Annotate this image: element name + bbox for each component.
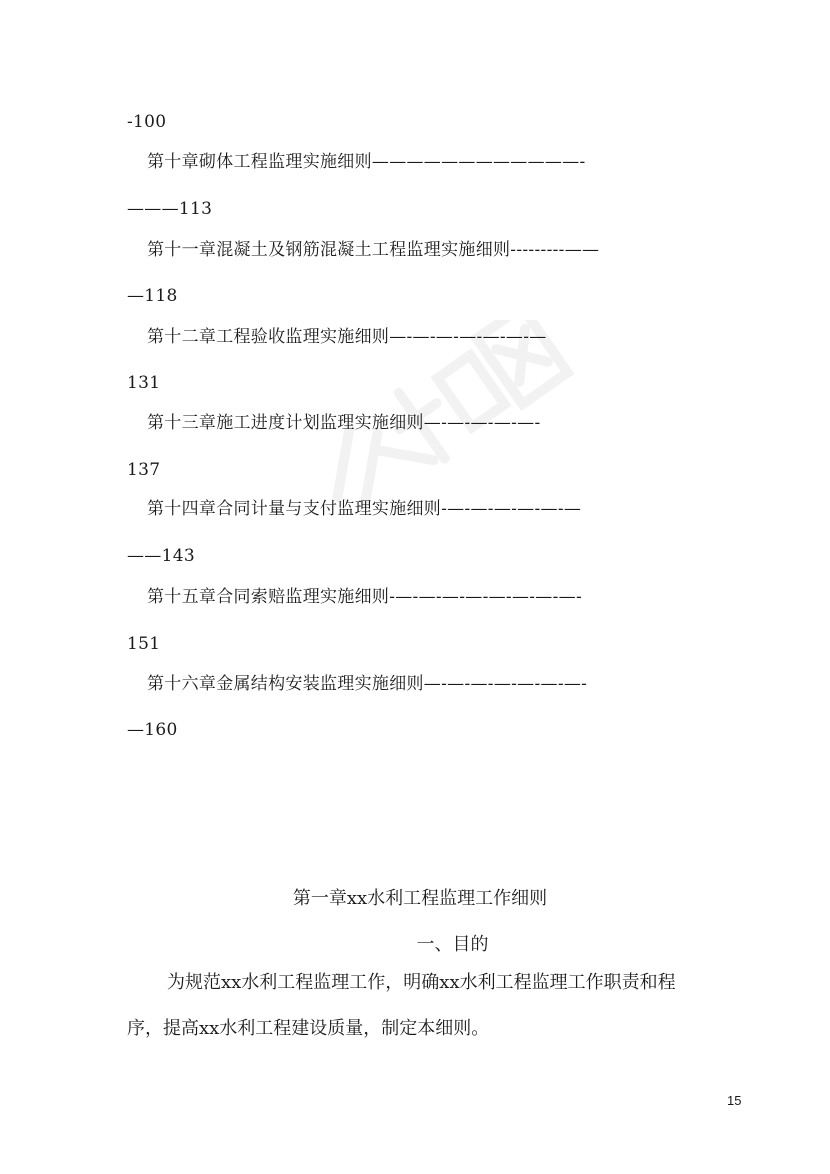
toc-page-number: ———113 (127, 199, 213, 219)
toc-entry-chapter-11: 第十一章混凝土及钢筋混凝土工程监理实施细则---------—— (147, 240, 600, 260)
toc-line: -100 (127, 112, 167, 132)
toc-page-number: —118 (127, 286, 178, 306)
toc-entry-chapter-14: 第十四章合同计量与支付监理实施细则-—-—-—-—-—-— (147, 499, 582, 519)
toc-page-number: 137 (127, 460, 161, 480)
toc-entry-chapter-15: 第十五章合同索赔监理实施细则-—-—-—-—-—-—-—-—- (147, 587, 582, 607)
toc-entry-chapter-13: 第十三章施工进度计划监理实施细则—-—-—-—-—- (147, 413, 541, 433)
toc-page-number: 151 (127, 634, 161, 654)
toc-entry-chapter-16: 第十六章金属结构安装监理实施细则—-—-—-—-—-—-—- (147, 674, 588, 694)
toc-page-number: ——143 (127, 546, 195, 566)
toc-page-number: 131 (127, 373, 161, 393)
page-number: 15 (727, 1093, 742, 1108)
toc-page-number: —160 (127, 720, 178, 740)
toc-entry-chapter-10: 第十章砌体工程监理实施细则————————————- (147, 152, 586, 172)
section-title: 一、目的 (416, 934, 489, 955)
body-paragraph-line: 序，提高xx水利工程建设质量，制定本细则。 (127, 1018, 490, 1039)
toc-entry-chapter-12: 第十二章工程验收监理实施细则—-—-—-—-—-—-— (147, 327, 547, 347)
body-paragraph-line: 为规范xx水利工程监理工作，明确xx水利工程监理工作职责和程 (167, 972, 676, 993)
chapter-title: 第一章xx水利工程监理工作细则 (292, 888, 548, 909)
